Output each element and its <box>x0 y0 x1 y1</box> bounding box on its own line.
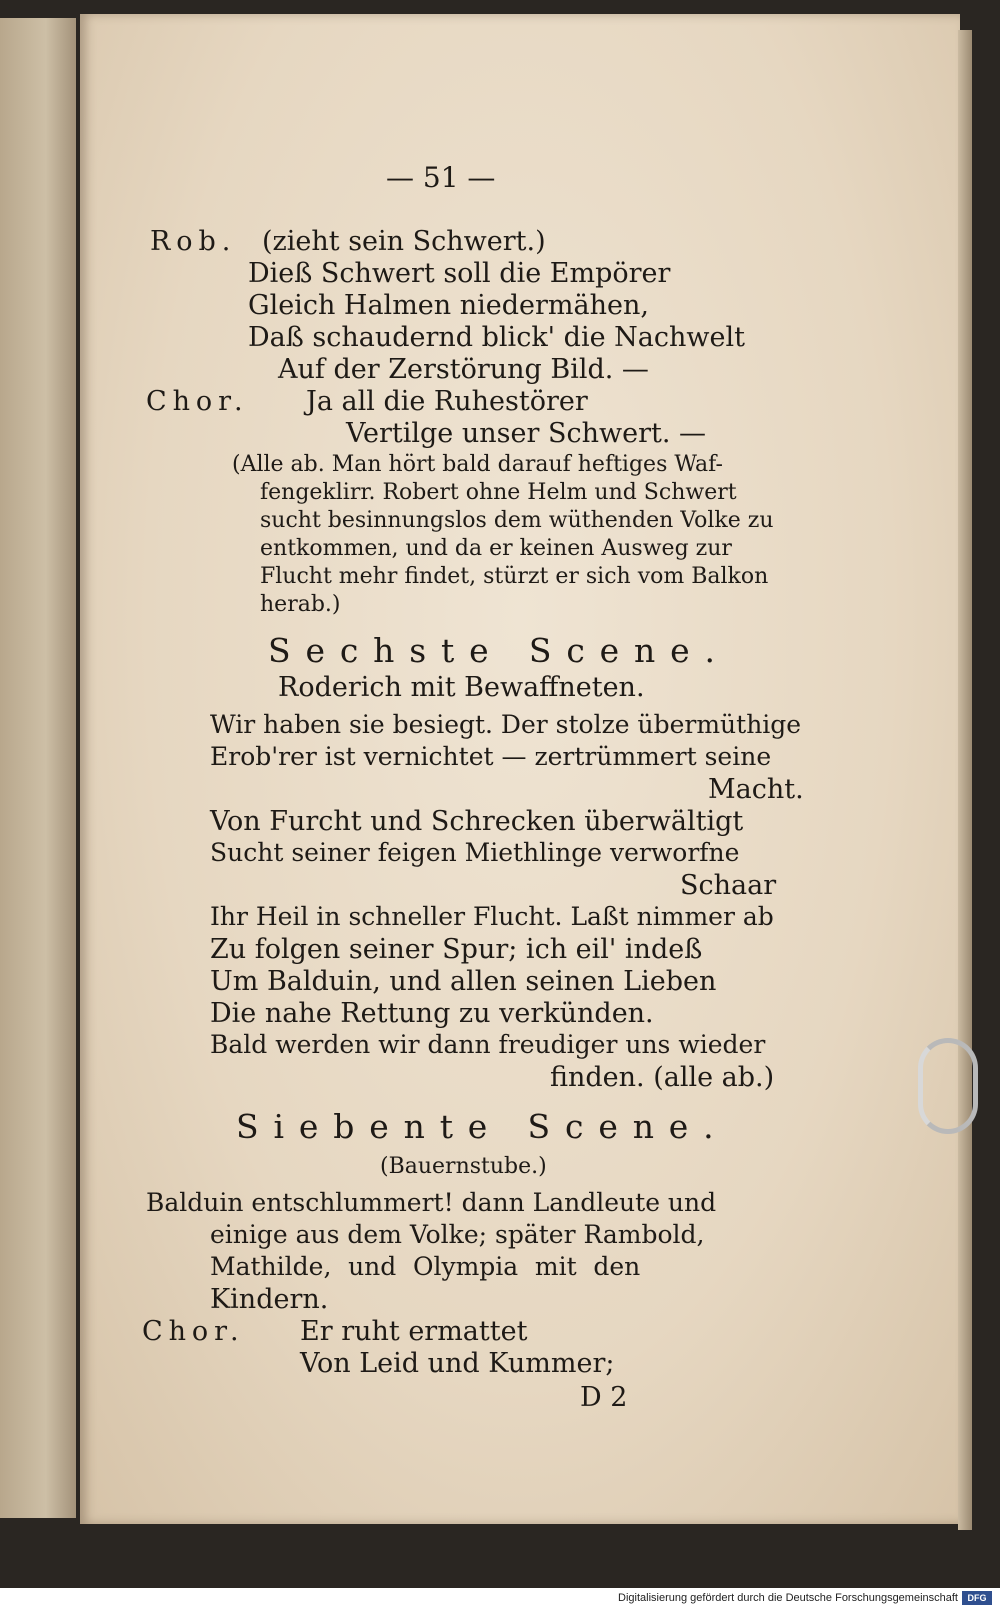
stage-direction-line: Flucht mehr findet, stürzt er sich vom Balkon <box>260 564 769 589</box>
stage-direction: (zieht sein Schwert.) <box>262 226 546 257</box>
verse-line: Dieß Schwert soll die Empörer <box>248 258 671 289</box>
verse-line: Daß schaudernd blick' die Nachwelt <box>248 322 745 353</box>
verse-line: Wir haben sie besiegt. Der stolze übermüthige <box>210 710 802 739</box>
scene-characters: Roderich mit Bewaffneten. <box>278 672 645 703</box>
page-number: — 51 — <box>386 161 496 194</box>
verse-line: Sucht seiner feigen Miethlinge verworfne <box>210 838 740 867</box>
signature-mark: D 2 <box>580 1382 628 1413</box>
scene-location: (Bauernstube.) <box>380 1154 547 1179</box>
stage-direction-line: entkommen, und da er keinen Ausweg zur <box>260 536 732 561</box>
verse-line: Er ruht ermattet <box>300 1316 528 1347</box>
verse-line: Bald werden wir dann freudiger uns wieder <box>210 1030 766 1059</box>
footer-credit[interactable]: Digitalisierung gefördert durch die Deutsche Forschungsgemeinschaft <box>618 1592 958 1604</box>
cast-line: Kindern. <box>210 1284 329 1315</box>
verse-line: Die nahe Rettung zu verkünden. <box>210 998 654 1029</box>
verse-line: Um Balduin, und allen seinen Lieben <box>210 966 717 997</box>
stage-direction-line: fengeklirr. Robert ohne Helm und Schwert <box>260 480 737 505</box>
verse-line: Schaar <box>680 870 777 901</box>
cast-line: Mathilde, und Olympia mit den <box>210 1252 641 1281</box>
verse-line: Von Furcht und Schrecken überwältigt <box>210 806 744 837</box>
scene-heading: Siebente Scene. <box>236 1107 729 1146</box>
verse-line: finden. (alle ab.) <box>550 1062 775 1093</box>
verse-line: Erob'rer ist vernichtet — zertrümmert seine <box>210 742 772 771</box>
cast-line: Balduin entschlummert! dann Landleute und <box>146 1188 717 1217</box>
speaker-label: Chor. <box>146 386 249 417</box>
speaker-label: Rob. <box>150 226 237 257</box>
facing-page-edge <box>0 18 76 1518</box>
verse-line: Von Leid und Kummer; <box>300 1348 615 1379</box>
paper-clip-icon <box>918 1038 978 1134</box>
scene-heading: Sechste Scene. <box>268 631 730 670</box>
verse-line: Gleich Halmen niedermähen, <box>248 290 649 321</box>
verse-line: Zu folgen seiner Spur; ich eil' indeß <box>210 934 703 965</box>
stage-direction-line: sucht besinnungslos dem wüthenden Volke zu <box>260 508 774 533</box>
verse-line: Ihr Heil in schneller Flucht. Laßt nimmer ab <box>210 902 774 931</box>
stage-direction-line: (Alle ab. Man hört bald darauf heftiges Waf- <box>232 452 723 477</box>
stage-direction-line: herab.) <box>260 592 341 617</box>
verse-line: Vertilge unser Schwert. — <box>346 418 706 449</box>
verse-line: Ja all die Ruhestörer <box>306 386 588 417</box>
page-stack-edge <box>958 30 972 1530</box>
verse-line: Auf der Zerstörung Bild. — <box>278 354 649 385</box>
dfg-logo-icon[interactable]: DFG <box>962 1591 992 1605</box>
speaker-label: Chor. <box>142 1316 245 1347</box>
cast-line: einige aus dem Volke; später Rambold, <box>210 1220 705 1249</box>
verse-line: Macht. <box>708 774 804 805</box>
